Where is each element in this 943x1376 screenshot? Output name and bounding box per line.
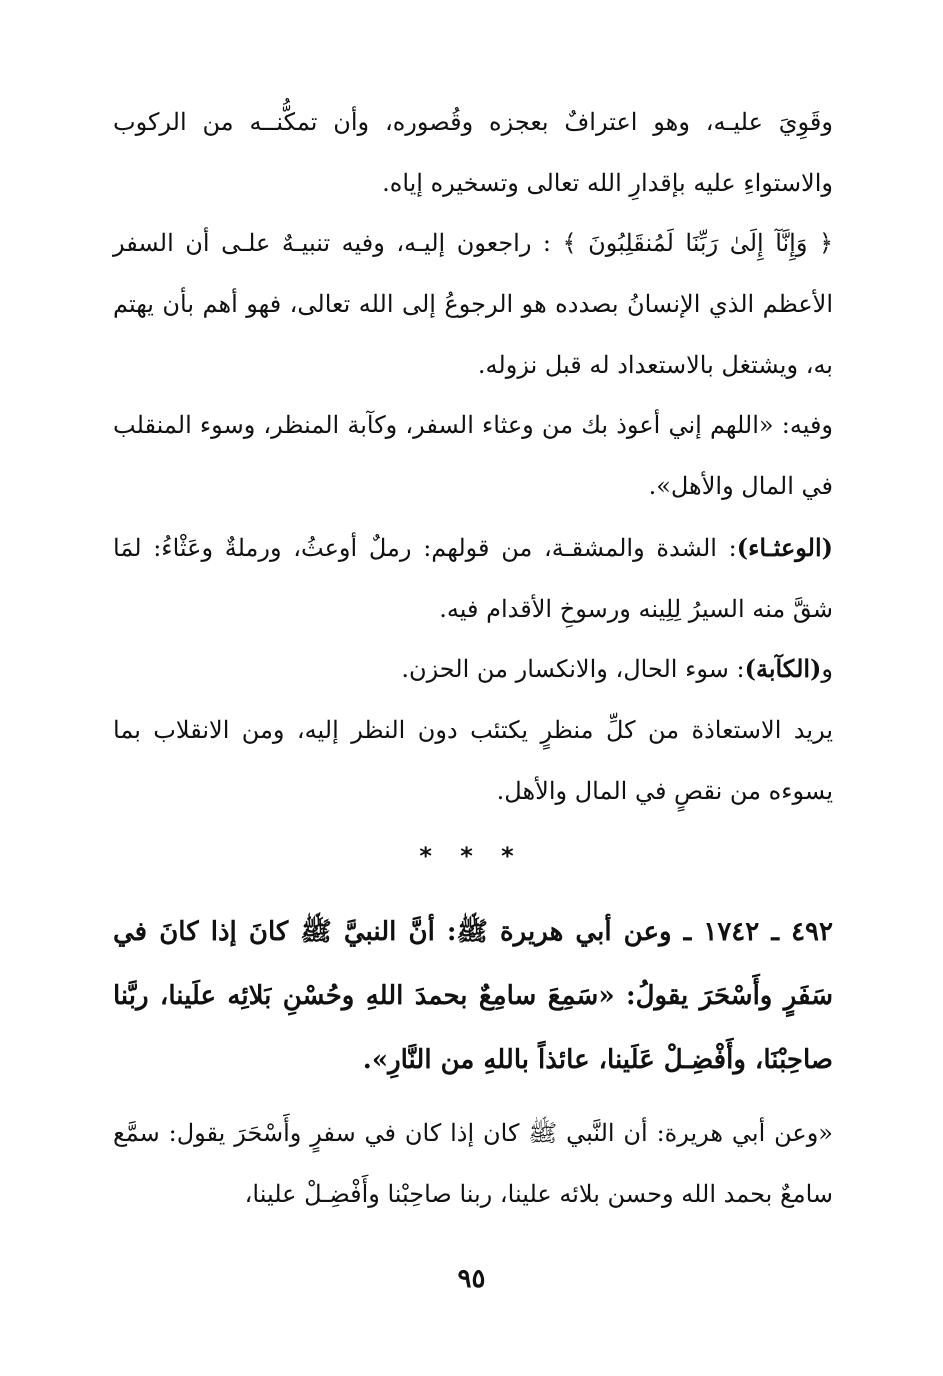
hadith-body: ٤٩٢ ـ ١٧٤٢ ـ وعن أبي هريرة ﷺ: أنَّ النبيَّ ﷺ كانَ إذا كانَ في سَفَرٍ وأَسْحَرَ يقولُ: «سَمِعَ سامِعٌ بحمدَ اللهِ وحُسْنِ بَلائِه علَينا، ربَّنا صاحِبْنَا، وأَفْضِـلْ عَلَينا، عائذاً باللهِ من النَّارِ». (113, 917, 833, 1075)
paragraph-commentary-1 (113, 92, 833, 214)
paragraph-text: : راجعون إليـه، وفيه تنبيـهٌ علـى أن السفر الأعظم الذي الإنسانُ بصدده هو الرجوعُ إلى الله تعالى، فهو أهم بأن يهتم به، ويشتغل بالاستعداد له قبل نزوله. (113, 229, 833, 379)
paragraph-narration (113, 1103, 833, 1225)
paragraph-definition-wathaa (113, 517, 833, 640)
term-prefix: و (821, 655, 833, 683)
paragraph-definition-kaaba (113, 638, 833, 700)
defined-term: (الوعثـاء) (736, 533, 833, 562)
paragraph-text: «وعن أبي هريرة: أن النَّبي ﷺ كان إذا كان في سفرٍ وأَسْحَرَ يقول: سمَّع سامعٌ بحمد الله وحسن بلائه علينا، ربنا صاحِبْنا وأَفْضِـلْ علينا، (113, 1119, 833, 1208)
definition-text: : الشدة والمشقـة، من قولهم: رملٌ أوعثُ، ورملةٌ وعَثْاءُ: لمَا شقَّ منه السيرُ لِلِينه ورسوخِ الأقدام فيه. (113, 534, 833, 623)
quran-verse: ﴿ وَإِنَّآ إِلَىٰ رَبِّنَا لَمُنقَلِبُونَ ﴾ (562, 229, 834, 257)
paragraph-commentary-2 (113, 213, 833, 396)
definition-text: : سوء الحال، والانكسار من الحزن. (401, 655, 745, 683)
paragraph-commentary-3 (113, 395, 833, 517)
paragraph-text: وقَوِيَ عليـه، وهو اعترافٌ بعجزه وقُصوره، وأن تمكُّنــه من الركوب والاستواءِ عليه بإقدارِ الله تعالى وتسخيره إياه. (113, 108, 833, 197)
page-number: ٩٥ (457, 1264, 486, 1294)
paragraph-text: يريد الاستعاذة من كلِّ منظرٍ يكتئب دون النظر إليه، ومن الانقلاب بما يسوءه من نقصٍ في المال والأهل. (113, 716, 833, 805)
defined-term: (الكآبة) (744, 654, 822, 683)
paragraph-commentary-4 (113, 700, 833, 822)
paragraph-text: وفيه: «اللهم إني أعوذ بك من وعثاء السفر، وكآبة المنظر، وسوء المنقلب في المال والأهل». (113, 411, 833, 500)
section-separator: * * * (419, 842, 524, 870)
hadith-text (113, 900, 833, 1092)
